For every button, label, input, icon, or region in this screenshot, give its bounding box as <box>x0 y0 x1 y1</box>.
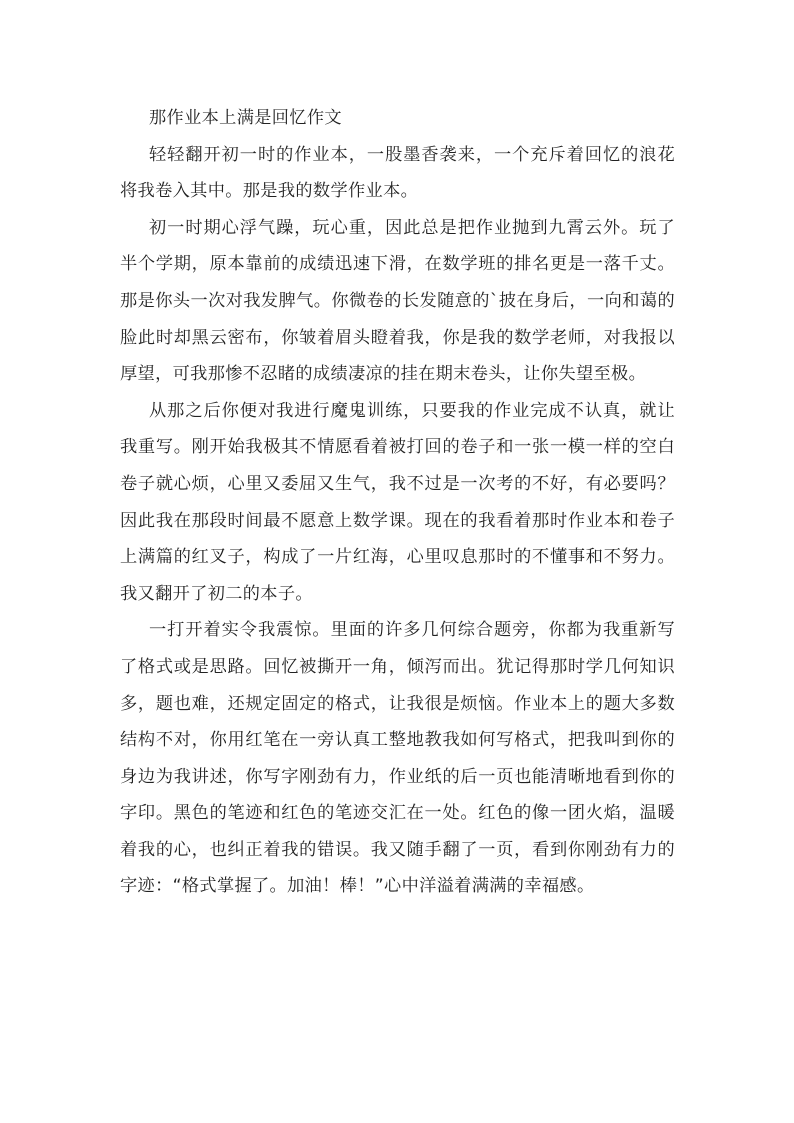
document-body <box>120 100 675 905</box>
document-title: 那作业本上满是回忆作文 <box>149 108 342 128</box>
paragraph-2: 初一时期心浮气躁，玩心重，因此总是把作业抛到九霄云外。玩了半个学期，原本靠前的成绩迅速下滑，在数学班的排名更是一落千丈。那是你头一次对我发脾气。你微卷的长发随意的`披在身后，一向和蔼的脸此时却黑云密布，你皱着眉头瞪着我，你是我的数学老师，对我报以厚望，可我那惨不忍睹的成绩凄凉的挂在期末卷头，让你失望至极。 <box>120 217 675 385</box>
paragraph-4: 一打开着实令我震惊。里面的许多几何综合题旁，你都为我重新写了格式或是思路。回忆被撕开一角，倾泻而出。犹记得那时学几何知识多，题也难，还规定固定的格式，让我很是烦恼。作业本上的题大多数结构不对，你用红笔在一旁认真工整地教我如何写格式，把我叫到你的身边为我讲述，你写字刚劲有力，作业纸的后一页也能清晰地看到你的字印。黑色的笔迹和红色的笔迹交汇在一处。红色的像一团火焰，温暖着我的心，也纠正着我的错误。我又随手翻了一页，看到你刚劲有力的字迹：“格式掌握了。加油！棒！”心中洋溢着满满的幸福感。 <box>120 620 675 897</box>
paragraph-1: 轻轻翻开初一时的作业本，一股墨香袭来，一个充斥着回忆的浪花将我卷入其中。那是我的数学作业本。 <box>120 144 675 202</box>
paragraph-3: 从那之后你便对我进行魔鬼训练，只要我的作业完成不认真，就让我重写。刚开始我极其不情愿看着被打回的卷子和一张一模一样的空白卷子就心烦，心里又委屈又生气，我不过是一次考的不好，有必要吗？因此我在那段时间最不愿意上数学课。现在的我看着那时作业本和卷子上满篇的红叉子，构成了一片红海，心里叹息那时的不懂事和不努力。我又翻开了初二的本子。 <box>120 400 675 604</box>
